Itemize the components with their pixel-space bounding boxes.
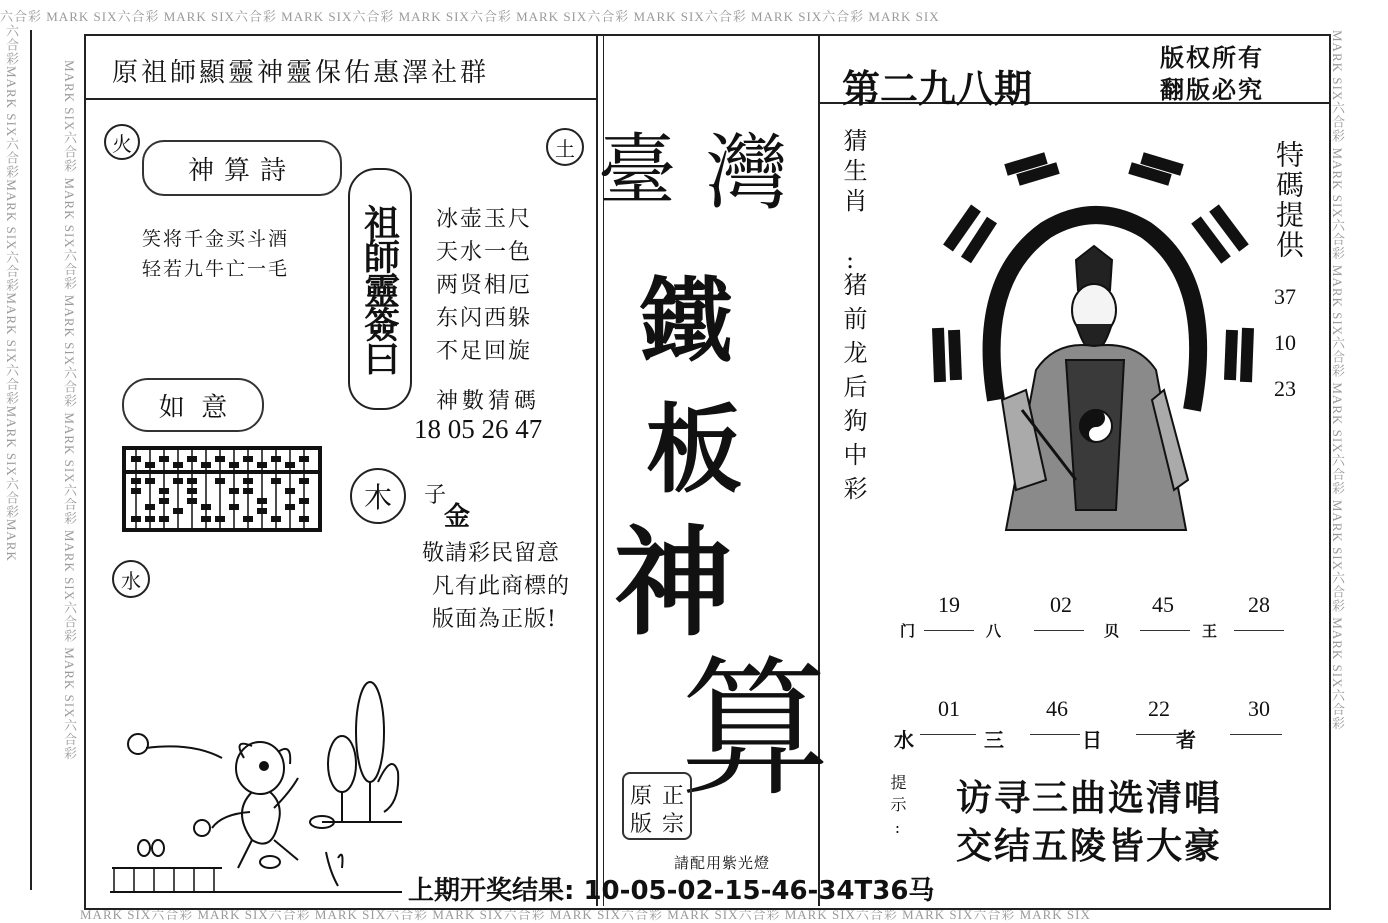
row1-label-2: 八 <box>986 622 1002 640</box>
oracle-line-3: 两贤相厄 <box>436 273 533 298</box>
watermark-top: 六合彩 MARK SIX六合彩 MARK SIX六合彩 MARK SIX六合彩 MARK SIX六合彩 MARK SIX六合彩 MARK SIX六合彩 MARK SIX六合彩 MARK SIX <box>0 9 940 24</box>
guess-numbers: 18 05 26 47 <box>414 414 543 444</box>
row1-line-1 <box>924 630 974 631</box>
element-metal: 金 <box>444 502 471 532</box>
row2-number-1: 01 <box>938 696 960 721</box>
watermark-left-edge: 六合彩MARK SIX六合彩MARK SIX六合彩MARK SIX六合彩MARK SIX六合彩MARK <box>4 24 19 562</box>
element-zi: 子 <box>424 483 447 508</box>
row1-number-4: 28 <box>1248 592 1270 617</box>
poem-line-2: 轻若九牛亡一毛 <box>142 258 290 280</box>
title-char-ban: 板 <box>646 393 742 506</box>
seal-char-1: 原 <box>630 784 653 809</box>
seal-char-4: 宗 <box>662 812 685 837</box>
poem-line-1: 笑将千金买斗酒 <box>142 228 290 250</box>
row1-label-4: 王 <box>1202 622 1218 640</box>
hint-label: 提示: <box>888 774 907 843</box>
last-result-label: 上期开奖结果: <box>408 876 575 906</box>
oracle-line-2: 天水一色 <box>436 240 533 265</box>
zodiac-text: 猪前龙后狗中彩 <box>839 272 867 510</box>
row1-line-4 <box>1234 630 1284 631</box>
seal-char-2: 正 <box>662 784 685 809</box>
left-banner: 原祖師顯靈神靈保佑惠澤社群 <box>112 58 490 88</box>
watermark-right: MARK SIX六合彩 MARK SIX六合彩 MARK SIX六合彩 MARK SIX六合彩 MARK SIX六合彩 MARK SIX六合彩 <box>1330 30 1345 731</box>
issue-number: 第二九八期 <box>842 66 1033 111</box>
poem-title-box <box>142 140 342 196</box>
notice-line-3: 版面為正版! <box>432 607 557 632</box>
oracle-line-5: 不足回旋 <box>436 339 533 364</box>
special-title: 特碼提供 <box>1272 140 1305 260</box>
ruyi-box <box>122 378 264 432</box>
row1-number-1: 19 <box>938 592 960 617</box>
copyright-line-1: 版权所有 <box>1160 43 1264 72</box>
title-char-tie: 鐵 <box>640 267 733 375</box>
abacus-illustration <box>122 446 322 532</box>
row1-label-1: 门 <box>900 622 916 640</box>
element-earth: 土 <box>546 128 584 166</box>
title-char-wan: 灣 <box>706 126 789 221</box>
hint-line-2: 交结五陵皆大豪 <box>956 825 1223 867</box>
oracle-line-4: 东闪西躲 <box>436 306 533 331</box>
row2-label-2: 三 <box>984 728 1004 752</box>
special-number-1: 37 <box>1274 284 1296 309</box>
dog-cartoon-illustration <box>102 672 412 900</box>
title-char-suan: 算 <box>680 643 831 817</box>
hint-line-1: 访寻三曲选清唱 <box>956 777 1223 819</box>
left-banner-rule <box>84 98 596 100</box>
poem-title: 神算詩 <box>187 155 296 186</box>
oracle-line-1: 冰壶玉尺 <box>436 207 533 232</box>
row1-line-3 <box>1140 630 1190 631</box>
row2-number-2: 46 <box>1046 696 1068 721</box>
row2-label-4: 者 <box>1176 728 1196 752</box>
row2-line-1 <box>920 734 976 735</box>
zodiac-colon: : <box>846 246 855 274</box>
row2-label-3: 日 <box>1082 728 1102 752</box>
watermark-bottom: MARK SIX六合彩 MARK SIX六合彩 MARK SIX六合彩 MARK SIX六合彩 MARK SIX六合彩 MARK SIX六合彩 MARK SIX六合彩 MARK SIX六合彩 MARK SIX <box>80 907 1091 922</box>
special-number-3: 23 <box>1274 376 1296 401</box>
row1-label-3: 贝 <box>1104 622 1120 640</box>
copyright-line-2: 翻版必究 <box>1160 75 1264 104</box>
title-char-tai: 臺 <box>598 126 677 216</box>
row2-label-1: 水 <box>894 728 914 752</box>
row1-number-2: 02 <box>1050 592 1072 617</box>
seal-char-3: 版 <box>630 812 653 837</box>
uv-light-note: 請配用紫光燈 <box>674 854 771 872</box>
title-char-shen: 神 <box>614 513 733 652</box>
last-result-value: 10-05-02-15-46-34T36马 <box>583 876 935 906</box>
element-fire: 火 <box>104 124 140 160</box>
watermark-left: MARK SIX六合彩 MARK SIX六合彩 MARK SIX六合彩 MARK SIX六合彩 MARK SIX六合彩 MARK SIX六合彩 <box>62 60 77 761</box>
authentic-seal <box>622 772 692 840</box>
row1-number-3: 45 <box>1152 592 1174 617</box>
zodiac-header: 猜生肖 <box>839 128 867 218</box>
row2-line-2 <box>1030 734 1080 735</box>
element-water: 水 <box>112 560 150 598</box>
last-result <box>408 870 934 907</box>
oracle-title-box <box>348 168 412 410</box>
bagua-deity-illustration <box>926 150 1262 550</box>
row2-number-4: 30 <box>1248 696 1270 721</box>
element-wood: 木 <box>350 468 406 524</box>
oracle-title: 祖師靈簽曰 <box>358 204 401 374</box>
row1-line-2 <box>1034 630 1084 631</box>
guess-title: 神數猜碼 <box>436 389 541 414</box>
notice-line-1: 敬請彩民留意 <box>422 541 561 566</box>
row2-number-3: 22 <box>1148 696 1170 721</box>
special-number-2: 10 <box>1274 330 1296 355</box>
left-edge-rule <box>30 30 32 890</box>
row2-line-4 <box>1230 734 1282 735</box>
notice-line-2: 凡有此商標的 <box>432 574 571 599</box>
ruyi-label: 如 意 <box>158 392 228 423</box>
